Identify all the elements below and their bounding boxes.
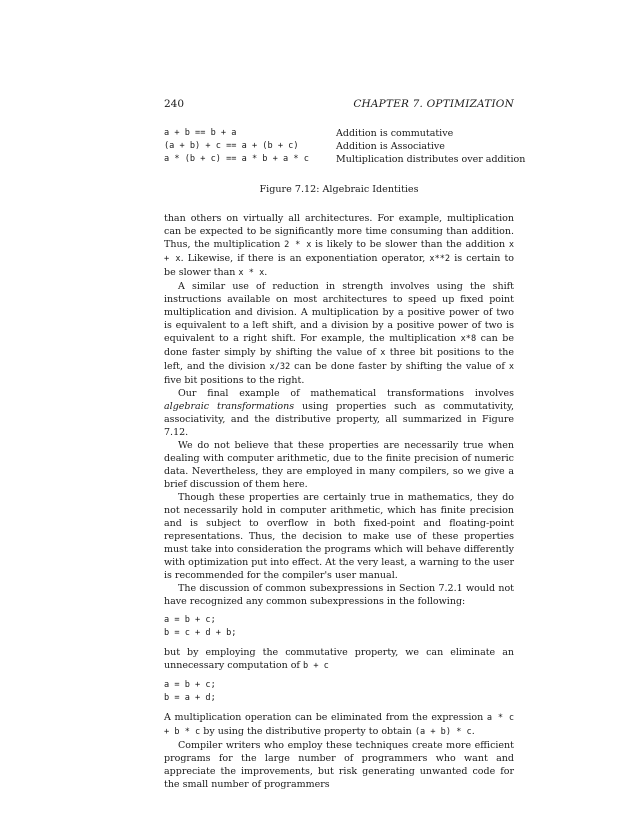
- code-line: a = b + c;: [164, 680, 216, 690]
- figure-caption: Figure 7.12: Algebraic Identities: [259, 184, 419, 195]
- identity-description: Multiplication distributes over addition: [336, 154, 526, 165]
- identity-code: (a + b) + c == a + (b + c): [164, 141, 299, 151]
- paragraph: A multiplication operation can be eliminated from the expression a * c + b * c by using the distributive property to obtain (a + b) * c.: [164, 712, 514, 737]
- page-number: 240: [164, 98, 185, 110]
- paragraph: We do not believe that these properties are necessarily true when dealing with computer arithmetic, due to the finite precision of numeric data. Nevertheless, they are employed in many compilers, so we give a brief discussion of them here.: [164, 440, 514, 490]
- figure-row: [164, 153, 526, 166]
- code-block: [164, 679, 514, 705]
- code-line: b = a + d;: [164, 693, 216, 703]
- body-text: [164, 212, 514, 791]
- paragraph: The discussion of common subexpressions in Section 7.2.1 would not have recognized any common subexpressions in the following:: [164, 583, 514, 607]
- code-line: b = c + d + b;: [164, 628, 237, 638]
- chapter-title: CHAPTER 7. OPTIMIZATION: [353, 98, 514, 110]
- figure-row: [164, 140, 516, 153]
- paragraph: than others on virtually all architectures. For example, multiplication can be expected to be significantly more time consuming than addition. Thus, the multiplication 2 * x is likely to be slower than the addition x + x. Likewise, if there is an exponentiation operator, x**2 is certain to be slower than x * x.: [164, 213, 514, 278]
- paragraph: Compiler writers who employ these techniques create more efficient programs for the large number of programmers who want and appreciate the improvements, but risk generating unwanted code for the small number of programmers: [164, 740, 514, 790]
- figure-row: [164, 127, 516, 140]
- paragraph: A similar use of reduction in strength involves using the shift instructions available on most architectures to speed up fixed point multiplication and division. A multiplication by a positive power of two is equivalent to a left shift, and a division by a positive power of two is equivalent to a right shift. For example, the multiplication x*8 can be done faster simply by shifting the value of x three bit positions to the left, and the division x/32 can be done faster by shifting the value of x five bit positions to the right.: [164, 281, 514, 386]
- identity-code: a * (b + c) == a * b + a * c: [164, 154, 309, 164]
- code-line: a = b + c;: [164, 615, 216, 625]
- code-block: [164, 614, 514, 640]
- figure-algebraic-identities: [164, 127, 526, 166]
- paragraph: Our final example of mathematical transformations involves algebraic transformations using properties such as commutativity, associativity, and the distributive property, all summarized in Figure 7.12.: [164, 388, 514, 438]
- paragraph: Though these properties are certainly true in mathematics, they do not necessarily hold in computer arithmetic, which has finite precision and is subject to overflow in both fixed-point and floating-point representations. Thus, the decision to make use of these properties must take into consideration the programs which will behave differently with optimization put into effect. At the very least, a warning to the user is recommended for the compiler's user manual.: [164, 492, 514, 581]
- identity-description: Addition is Associative: [336, 141, 445, 152]
- identity-description: Addition is commutative: [336, 128, 454, 139]
- running-header: [164, 98, 514, 112]
- paragraph: but by employing the commutative property, we can eliminate an unnecessary computation of b + c: [164, 647, 514, 671]
- identity-code: a + b == b + a: [164, 128, 237, 138]
